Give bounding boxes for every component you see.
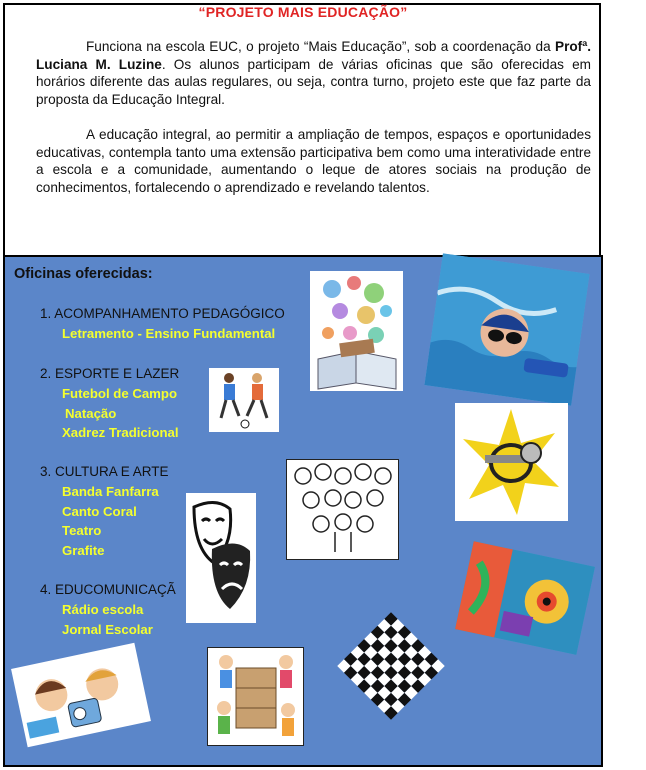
workshop-item: Teatro	[62, 523, 102, 538]
workshop-item: Natação	[65, 406, 117, 421]
chessboard-image	[337, 612, 445, 720]
trumpet-star-image	[455, 403, 568, 521]
workshop-item: Banda Fanfarra	[62, 484, 159, 499]
choir-image	[286, 459, 399, 560]
intro-text-end: . Os alunos participam de várias oficinas que são oferecidas em horários diferente das aulas regulares, ou seja, contra turno, projeto este que faz parte da proposta da Educação Integral.	[36, 56, 591, 107]
workshop-item: Canto Coral	[62, 504, 137, 519]
intro-paragraph	[36, 38, 591, 108]
workshop-item: Futebol de Campo	[62, 386, 178, 401]
workshops-heading: Oficinas oferecidas:	[14, 266, 153, 282]
integral-education-paragraph: A educação integral, ao permitir a ampliação de tempos, espaços e oportunidades educativas, contempla tanto uma extensão participativa bem como uma interatividade entre a escola e a comunidade, aumentando o leque de atores sociais na produção de conhecimentos, fortalecendo o aprendizado e revelando talentos.	[36, 127, 591, 195]
page-title: “PROJETO MAIS EDUCAÇÃO”	[198, 4, 408, 20]
section-title-cultura: 3. CULTURA E ARTE	[40, 464, 169, 479]
section-title-pedagogico: 1. ACOMPANHAMENTO PEDAGÓGICO	[40, 306, 285, 321]
section-title-esporte: 2. ESPORTE E LAZER	[40, 366, 180, 381]
books-bubbles-image	[310, 271, 403, 391]
coordinator-name: Profª. Luciana M. Luzine	[36, 39, 591, 72]
intro-text-start: Funciona na escola EUC, o projeto “Mais Educação”, sob a coordenação da	[86, 39, 555, 54]
workshop-item: Rádio escola	[62, 602, 144, 617]
swimmer-image	[424, 253, 589, 405]
workshop-item: Letramento - Ensino Fundamental	[62, 326, 276, 341]
children-reading-image	[207, 647, 304, 746]
theater-masks-image	[186, 493, 256, 623]
soccer-players-image	[209, 368, 279, 432]
section-title-educomunicacao: 4. EDUCOMUNICAÇÃ	[40, 582, 176, 597]
workshop-item: Grafite	[62, 543, 105, 558]
workshop-item: Jornal Escolar	[62, 622, 153, 637]
workshop-item: Xadrez Tradicional	[62, 425, 179, 440]
